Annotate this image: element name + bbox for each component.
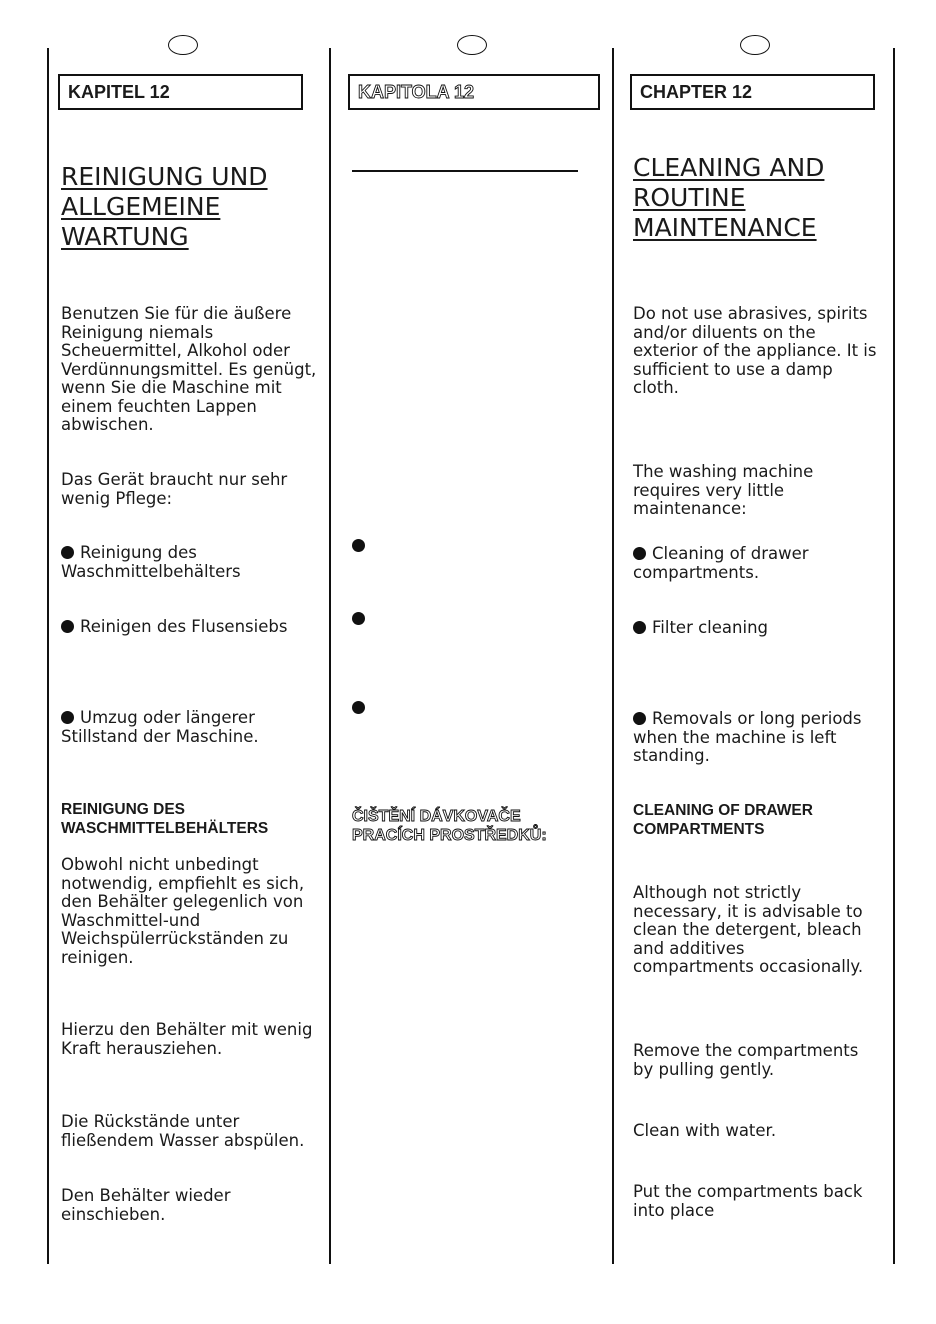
paragraph-en-4 xyxy=(633,1042,858,1079)
chapter-label: KAPITOLA 12 xyxy=(358,82,475,102)
bullet-item-en-2 xyxy=(633,619,768,638)
paragraph-en-6 xyxy=(633,1183,862,1220)
text-line: compartments occasionally. xyxy=(633,957,864,976)
title-line: ALLGEMEINE xyxy=(61,192,221,221)
bullet-icon xyxy=(352,701,365,714)
text-line: wenn Sie die Maschine mit xyxy=(61,378,282,397)
text-line: Hierzu den Behälter mit wenig xyxy=(61,1020,313,1039)
bullet-icon xyxy=(633,712,646,725)
text-line: maintenance: xyxy=(633,499,747,518)
text-line: Benutzen Sie für die äußere xyxy=(61,304,292,323)
text-line: Put the compartments back xyxy=(633,1182,863,1201)
column-divider xyxy=(329,48,331,1264)
bullet-icon xyxy=(633,621,646,634)
text-line: and additives xyxy=(633,938,745,958)
bullet-item-en-3 xyxy=(633,710,861,766)
text-line: PRACÍCH PROSTŘEDKŮ: xyxy=(352,826,547,844)
title-line: WARTUNG xyxy=(61,222,189,251)
text-line: Do not use abrasives, spirits xyxy=(633,304,868,323)
text-line: reinigen. xyxy=(61,947,134,967)
text-line: abwischen. xyxy=(61,415,154,434)
text-line: exterior of the appliance. It is xyxy=(633,341,877,360)
text-line: fließendem Wasser abspülen. xyxy=(61,1130,305,1150)
chapter-label: CHAPTER 12 xyxy=(640,82,753,102)
text-line: Den Behälter wieder xyxy=(61,1186,231,1205)
bullet-icon xyxy=(352,612,365,625)
text-line: Kraft herausziehen. xyxy=(61,1038,223,1058)
text-line: Waschmittelbehälters xyxy=(61,561,241,581)
paragraph-de-3 xyxy=(61,856,304,967)
text-line: Reinigung niemals xyxy=(61,322,214,342)
paragraph-en-5 xyxy=(633,1122,776,1141)
paragraph-de-1 xyxy=(61,305,316,435)
title-line: CLEANING AND xyxy=(633,153,825,182)
text-line: Waschmittel-und xyxy=(61,910,201,930)
subheading-de xyxy=(61,801,268,838)
text-line: necessary, it is advisable to xyxy=(633,901,863,921)
text-line: Obwohl nicht unbedingt xyxy=(61,855,259,874)
text-line: when the machine is left xyxy=(633,727,837,747)
column-divider xyxy=(612,48,614,1264)
paragraph-de-4 xyxy=(61,1021,312,1058)
text-line: einschieben. xyxy=(61,1204,166,1224)
paragraph-en-3 xyxy=(633,884,863,977)
subheading-en xyxy=(633,802,813,839)
paragraph-en-1 xyxy=(633,305,876,398)
paragraph-de-6 xyxy=(61,1187,230,1224)
bullet-icon xyxy=(61,546,74,559)
text-line: ČIŠTĚNÍ DÁVKOVAČE xyxy=(352,808,521,825)
text-line: Das Gerät braucht nur sehr xyxy=(61,470,288,489)
bullet-icon xyxy=(633,547,646,560)
section-title-de xyxy=(61,162,268,252)
text-line: Reinigung des xyxy=(80,543,197,562)
language-marker-circle xyxy=(457,35,487,55)
text-line: Scheuermittel, Alkohol oder xyxy=(61,341,290,360)
text-line: cloth. xyxy=(633,378,679,397)
paragraph-de-2 xyxy=(61,471,287,508)
text-line: Although not strictly xyxy=(633,883,802,902)
chapter-label: KAPITEL 12 xyxy=(68,82,170,102)
text-line: wenig Pflege: xyxy=(61,488,173,508)
text-line: clean the detergent, bleach xyxy=(633,920,862,939)
text-line: Umzug oder längerer xyxy=(80,708,255,727)
text-line: Removals or long periods xyxy=(652,709,862,728)
text-line: standing. xyxy=(633,746,710,765)
text-line: den Behälter gelegenlich von xyxy=(61,892,304,911)
language-marker-circle xyxy=(168,35,198,55)
bullet-item-en-1 xyxy=(633,545,809,582)
text-line: CLEANING OF DRAWER xyxy=(633,802,813,819)
text-line: Cleaning of drawer xyxy=(652,544,809,563)
text-line: notwendig, empfiehlt es sich, xyxy=(61,873,305,893)
section-title-en xyxy=(633,153,824,243)
text-line: The washing machine xyxy=(633,462,814,481)
text-line: Clean with water. xyxy=(633,1121,777,1140)
title-line: MAINTENANCE xyxy=(633,213,817,242)
text-line: into place xyxy=(633,1200,715,1220)
title-line: REINIGUNG UND xyxy=(61,162,268,191)
text-line: Reinigen des Flusensiebs xyxy=(80,617,288,636)
title-underline xyxy=(352,170,578,172)
text-line: einem feuchten Lappen xyxy=(61,396,257,416)
chapter-heading-en xyxy=(630,74,875,110)
text-line: compartments. xyxy=(633,562,760,582)
title-line: ROUTINE xyxy=(633,183,746,212)
bullet-item-de-1 xyxy=(61,544,241,581)
chapter-heading-de xyxy=(58,74,303,110)
text-line: sufficient to use a damp xyxy=(633,359,833,379)
bullet-item-de-2 xyxy=(61,618,287,637)
text-line: Weichspülerrückständen zu xyxy=(61,929,289,948)
text-line: COMPARTMENTS xyxy=(633,820,765,838)
bullet-icon xyxy=(352,539,365,552)
subheading-cz xyxy=(352,808,547,845)
bullet-item-de-3 xyxy=(61,709,259,746)
text-line: by pulling gently. xyxy=(633,1059,775,1079)
column-divider xyxy=(893,48,895,1264)
paragraph-de-5 xyxy=(61,1113,304,1150)
chapter-heading-cz xyxy=(348,74,600,110)
bullet-icon xyxy=(61,620,74,633)
text-line: Die Rückstände unter xyxy=(61,1112,240,1131)
bullet-icon xyxy=(61,711,74,724)
text-line: REINIGUNG DES xyxy=(61,801,186,818)
column-divider xyxy=(47,48,49,1264)
text-line: requires very little xyxy=(633,480,785,500)
text-line: Remove the compartments xyxy=(633,1041,859,1060)
text-line: and/or diluents on the xyxy=(633,322,816,342)
text-line: Stillstand der Maschine. xyxy=(61,726,259,746)
paragraph-en-2 xyxy=(633,463,813,519)
language-marker-circle xyxy=(740,35,770,55)
text-line: WASCHMITTELBEHÄLTERS xyxy=(61,819,269,837)
text-line: Verdünnungsmittel. Es genügt, xyxy=(61,359,317,379)
text-line: Filter cleaning xyxy=(652,618,768,637)
